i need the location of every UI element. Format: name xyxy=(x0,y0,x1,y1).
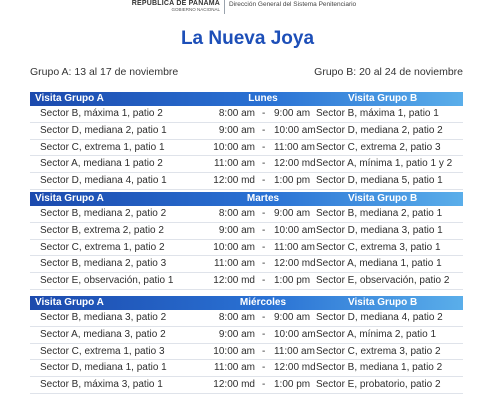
right-group-label: Visita Grupo B xyxy=(348,93,418,104)
group-b-sector: Sector C, extrema 3, patio 1 xyxy=(316,241,441,253)
group-a-sector: Sector D, mediana 2, patio 1 xyxy=(40,124,167,136)
group-b-sector: Sector D, mediana 2, patio 2 xyxy=(316,124,443,136)
start-time: 10:00 am xyxy=(213,241,255,253)
group-a-sector: Sector C, extrema 1, patio 2 xyxy=(40,241,165,253)
time-dash: - xyxy=(262,124,266,136)
start-time: 9:00 am xyxy=(218,224,255,236)
group-b-sector: Sector C, extrema 2, patio 3 xyxy=(316,141,441,153)
left-group-label: Visita Grupo A xyxy=(35,297,104,308)
start-time: 11:00 am xyxy=(214,158,255,170)
group-b-sector: Sector B, mediana 1, patio 2 xyxy=(316,362,443,374)
end-time: 1:00 pm xyxy=(274,275,311,287)
start-time: 8:00 am xyxy=(218,312,255,323)
schedule-row xyxy=(30,173,463,190)
government-logo-text xyxy=(132,0,220,13)
end-time: 11:00 am xyxy=(274,345,315,357)
time-dash: - xyxy=(262,224,266,236)
schedule-row xyxy=(30,256,463,273)
start-time: 9:00 am xyxy=(218,328,255,340)
republica-label: REPÚBLICA DE PANAMÁ xyxy=(131,0,220,7)
schedule-row xyxy=(30,140,463,157)
group-b-dates: Grupo B: 20 al 24 de noviembre xyxy=(314,66,463,78)
group-b-sector: Sector E, observación, patio 2 xyxy=(316,275,450,287)
group-b-sector: Sector C, extrema 3, patio 2 xyxy=(316,345,441,357)
day-header-bar xyxy=(30,296,463,310)
schedule-row xyxy=(30,327,463,344)
time-dash: - xyxy=(262,379,266,391)
page-title: La Nueva Joya xyxy=(180,28,315,49)
time-dash: - xyxy=(262,275,266,287)
gobierno-label: GOBIERNO NACIONAL xyxy=(171,7,220,12)
end-time: 1:00 pm xyxy=(274,175,311,187)
end-time: 10:00 am xyxy=(274,328,316,340)
time-dash: - xyxy=(262,258,266,270)
group-a-sector: Sector A, mediana 3, patio 2 xyxy=(40,328,166,340)
group-a-sector: Sector B, extrema 2, patio 2 xyxy=(40,224,164,236)
group-a-sector: Sector B, máxima 3, patio 1 xyxy=(40,379,163,391)
right-group-label: Visita Grupo B xyxy=(348,297,418,308)
group-a-sector: Sector C, extrema 1, patio 3 xyxy=(40,345,165,357)
group-b-sector: Sector A, mediana 1, patio 1 xyxy=(316,258,442,270)
day-block-miercoles xyxy=(30,296,463,394)
start-time: 11:00 am xyxy=(214,258,255,270)
time-dash: - xyxy=(262,158,266,170)
time-dash: - xyxy=(262,241,266,253)
group-a-dates: Grupo A: 13 al 17 de noviembre xyxy=(30,66,179,78)
group-b-sector: Sector B, máxima 1, patio 1 xyxy=(316,108,439,119)
header xyxy=(0,0,495,16)
schedule-row xyxy=(30,156,463,173)
day-label: Lunes xyxy=(248,93,278,104)
group-b-sector: Sector D, mediana 5, patio 1 xyxy=(316,175,443,187)
start-time: 9:00 am xyxy=(218,124,255,136)
header-divider xyxy=(224,0,225,14)
start-time: 12:00 md xyxy=(213,379,255,391)
end-time: 1:00 pm xyxy=(274,379,311,391)
day-block-lunes xyxy=(30,92,463,190)
start-time: 11:00 am xyxy=(214,362,255,374)
group-a-sector: Sector C, extrema 1, patio 1 xyxy=(40,141,165,153)
group-a-sector: Sector B, máxima 1, patio 2 xyxy=(40,108,163,119)
day-label: Miércoles xyxy=(239,297,287,308)
time-dash: - xyxy=(262,175,266,187)
group-b-sector: Sector E, probatorio, patio 2 xyxy=(316,379,441,391)
start-time: 10:00 am xyxy=(213,345,255,357)
start-time: 10:00 am xyxy=(213,141,255,153)
group-b-sector: Sector A, mínima 1, patio 1 y 2 xyxy=(316,158,453,170)
group-a-sector: Sector E, observación, patio 1 xyxy=(40,275,174,287)
left-group-label: Visita Grupo A xyxy=(35,93,104,104)
day-header-bar xyxy=(30,92,463,106)
day-header-bar xyxy=(30,192,463,206)
end-time: 12:00 md xyxy=(274,258,316,270)
end-time: 10:00 am xyxy=(274,124,316,136)
end-time: 11:00 am xyxy=(274,241,315,253)
end-time: 10:00 am xyxy=(274,224,316,236)
schedule-row xyxy=(30,106,463,123)
time-dash: - xyxy=(262,141,266,153)
group-dates xyxy=(30,66,463,80)
end-time: 9:00 am xyxy=(274,108,311,119)
group-b-sector: Sector D, mediana 3, patio 1 xyxy=(316,224,443,236)
schedule-row xyxy=(30,123,463,140)
start-time: 12:00 md xyxy=(213,175,255,187)
time-dash: - xyxy=(262,208,266,219)
schedule-row xyxy=(30,273,463,290)
schedule-row xyxy=(30,223,463,240)
time-dash: - xyxy=(262,328,266,340)
end-time: 11:00 am xyxy=(274,141,315,153)
day-block-martes xyxy=(30,192,463,290)
group-b-sector: Sector A, mínima 2, patio 1 xyxy=(316,328,437,340)
end-time: 9:00 am xyxy=(274,208,311,219)
end-time: 12:00 md xyxy=(274,362,316,374)
start-time: 8:00 am xyxy=(218,208,255,219)
start-time: 12:00 md xyxy=(213,275,255,287)
end-time: 9:00 am xyxy=(274,312,311,323)
schedule-row xyxy=(30,377,463,394)
end-time: 12:00 md xyxy=(274,158,316,170)
group-b-sector: Sector D, mediana 4, patio 2 xyxy=(316,312,443,323)
schedule-row xyxy=(30,206,463,223)
group-a-sector: Sector D, mediana 1, patio 1 xyxy=(40,362,167,374)
time-dash: - xyxy=(262,362,266,374)
schedule-row xyxy=(30,240,463,257)
left-group-label: Visita Grupo A xyxy=(35,193,104,204)
group-a-sector: Sector B, mediana 2, patio 3 xyxy=(40,258,167,270)
group-a-sector: Sector A, mediana 1 patio 2 xyxy=(40,158,163,170)
schedule-row xyxy=(30,360,463,377)
schedule-row xyxy=(30,310,463,327)
time-dash: - xyxy=(262,345,266,357)
group-b-sector: Sector B, mediana 2, patio 1 xyxy=(316,208,443,219)
group-a-sector: Sector D, mediana 4, patio 1 xyxy=(40,175,167,187)
right-group-label: Visita Grupo B xyxy=(348,193,418,204)
time-dash: - xyxy=(262,312,266,323)
group-a-sector: Sector B, mediana 2, patio 2 xyxy=(40,208,167,219)
day-label: Martes xyxy=(246,193,280,204)
time-dash: - xyxy=(262,108,266,119)
start-time: 8:00 am xyxy=(218,108,255,119)
schedule-row xyxy=(30,344,463,361)
group-a-sector: Sector B, mediana 3, patio 2 xyxy=(40,312,167,323)
direccion-label: Dirección General del Sistema Penitenciario xyxy=(229,1,357,8)
